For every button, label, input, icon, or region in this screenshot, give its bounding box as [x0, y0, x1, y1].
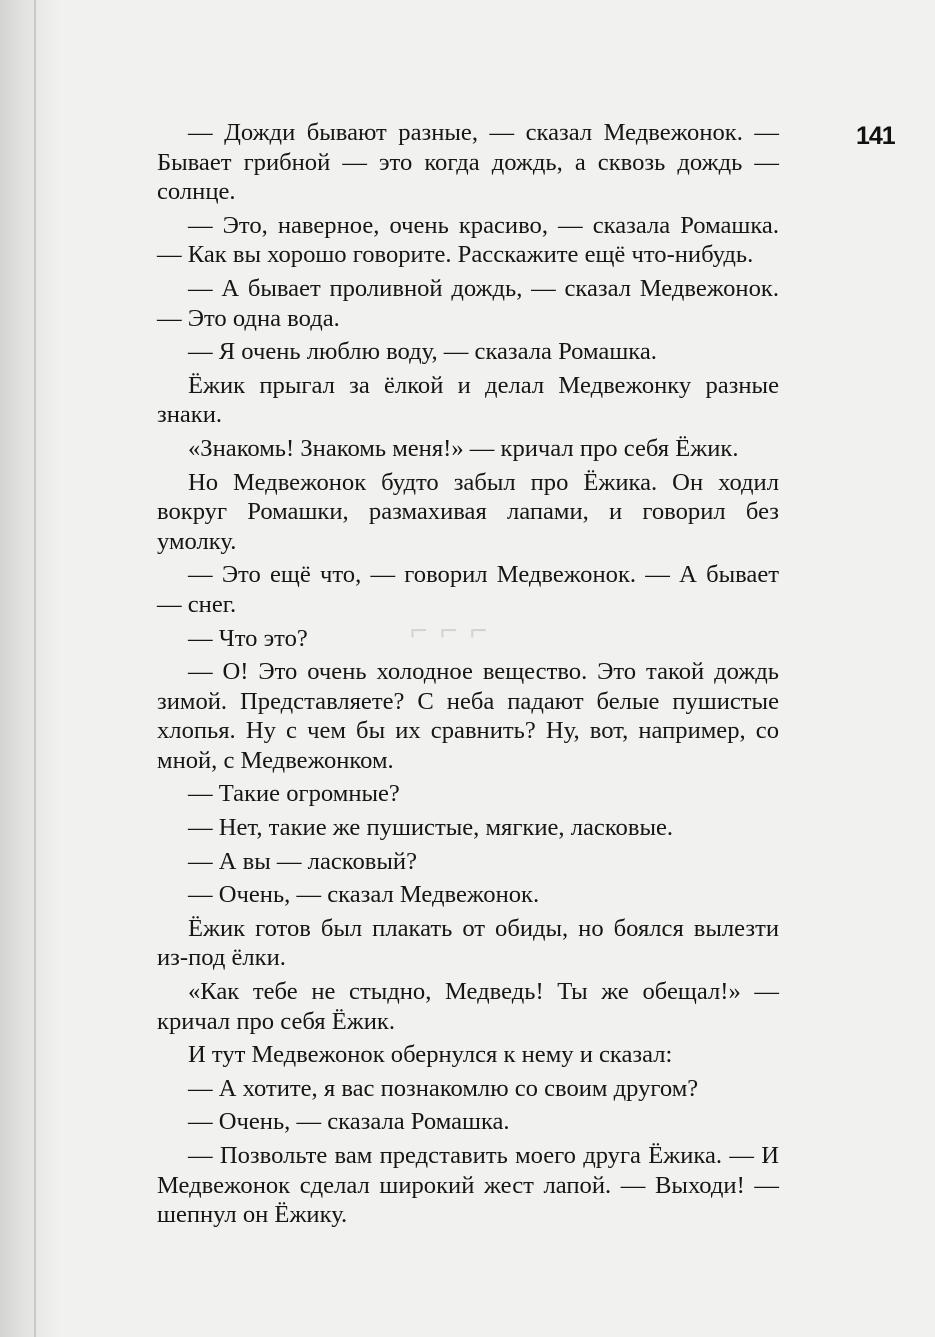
page-gutter-shadow: [0, 0, 60, 1337]
paragraph: «Знакомь! Знакомь меня!» — кричал про себя Ёжик.: [188, 434, 739, 462]
paragraph: — Это, наверное, очень красиво, — сказала Ромашка. — Как вы хорошо говорите. Расскажите ещё что-нибудь.: [157, 211, 779, 269]
paragraph: И тут Медвежонок обернулся к нему и сказал:: [188, 1041, 673, 1069]
paragraph: — Что это?: [188, 624, 308, 652]
paragraph: — Я очень люблю воду, — сказала Ромашка.: [188, 338, 657, 366]
paragraph: Ёжик прыгал за ёлкой и делал Медвежонку разные знаки.: [157, 371, 779, 429]
paragraph: — Это ещё что, — говорил Медвежонок. — А бывает — снег.: [157, 561, 779, 618]
paragraph: — Дожди бывают разные, — сказал Медвежонок. — Бывает грибной — это когда дождь, а сквозь дождь — солнце.: [157, 119, 779, 206]
paragraph: — Такие огромные?: [188, 780, 400, 808]
paragraph: — А вы — ласковый?: [188, 847, 417, 875]
paragraph: — А бывает проливной дождь, — сказал Медвежонок. — Это одна вода.: [157, 274, 779, 332]
paragraph: — О! Это очень холодное вещество. Это такой дождь зимой. Представляете? С неба падают белые пушистые хлопья. Ну с чем бы их сравнить? Ну, вот, например, со мной, с Медвежонком.: [157, 658, 779, 774]
page-body-text: [157, 118, 779, 1234]
paragraph: — Нет, такие же пушистые, мягкие, ласковые.: [188, 814, 674, 842]
paragraph: — Позвольте вам представить моего друга Ёжика. — И Медвежонок сделал широкий жест лапой. — Выходи! — шепнул он Ёжику.: [157, 1142, 779, 1229]
page-gutter-line: [34, 0, 36, 1337]
paragraph: — А хотите, я вас познакомлю со своим другом?: [188, 1074, 699, 1102]
paragraph: — Очень, — сказал Медвежонок.: [188, 881, 540, 909]
paragraph: «Как тебе не стыдно, Медведь! Ты же обещал!» — кричал про себя Ёжик.: [157, 978, 779, 1035]
paragraph: Но Медвежонок будто забыл про Ёжика. Он ходил вокруг Ромашки, размахивая лапами, и говорил без умолку.: [157, 468, 779, 555]
page-number: 141: [856, 122, 895, 150]
bleed-through-decoration: ⌐ ⌐ ⌐: [410, 614, 490, 647]
paragraph: Ёжик готов был плакать от обиды, но боялся вылезти из-под ёлки.: [157, 914, 779, 972]
paragraph: — Очень, — сказала Ромашка.: [188, 1108, 510, 1136]
